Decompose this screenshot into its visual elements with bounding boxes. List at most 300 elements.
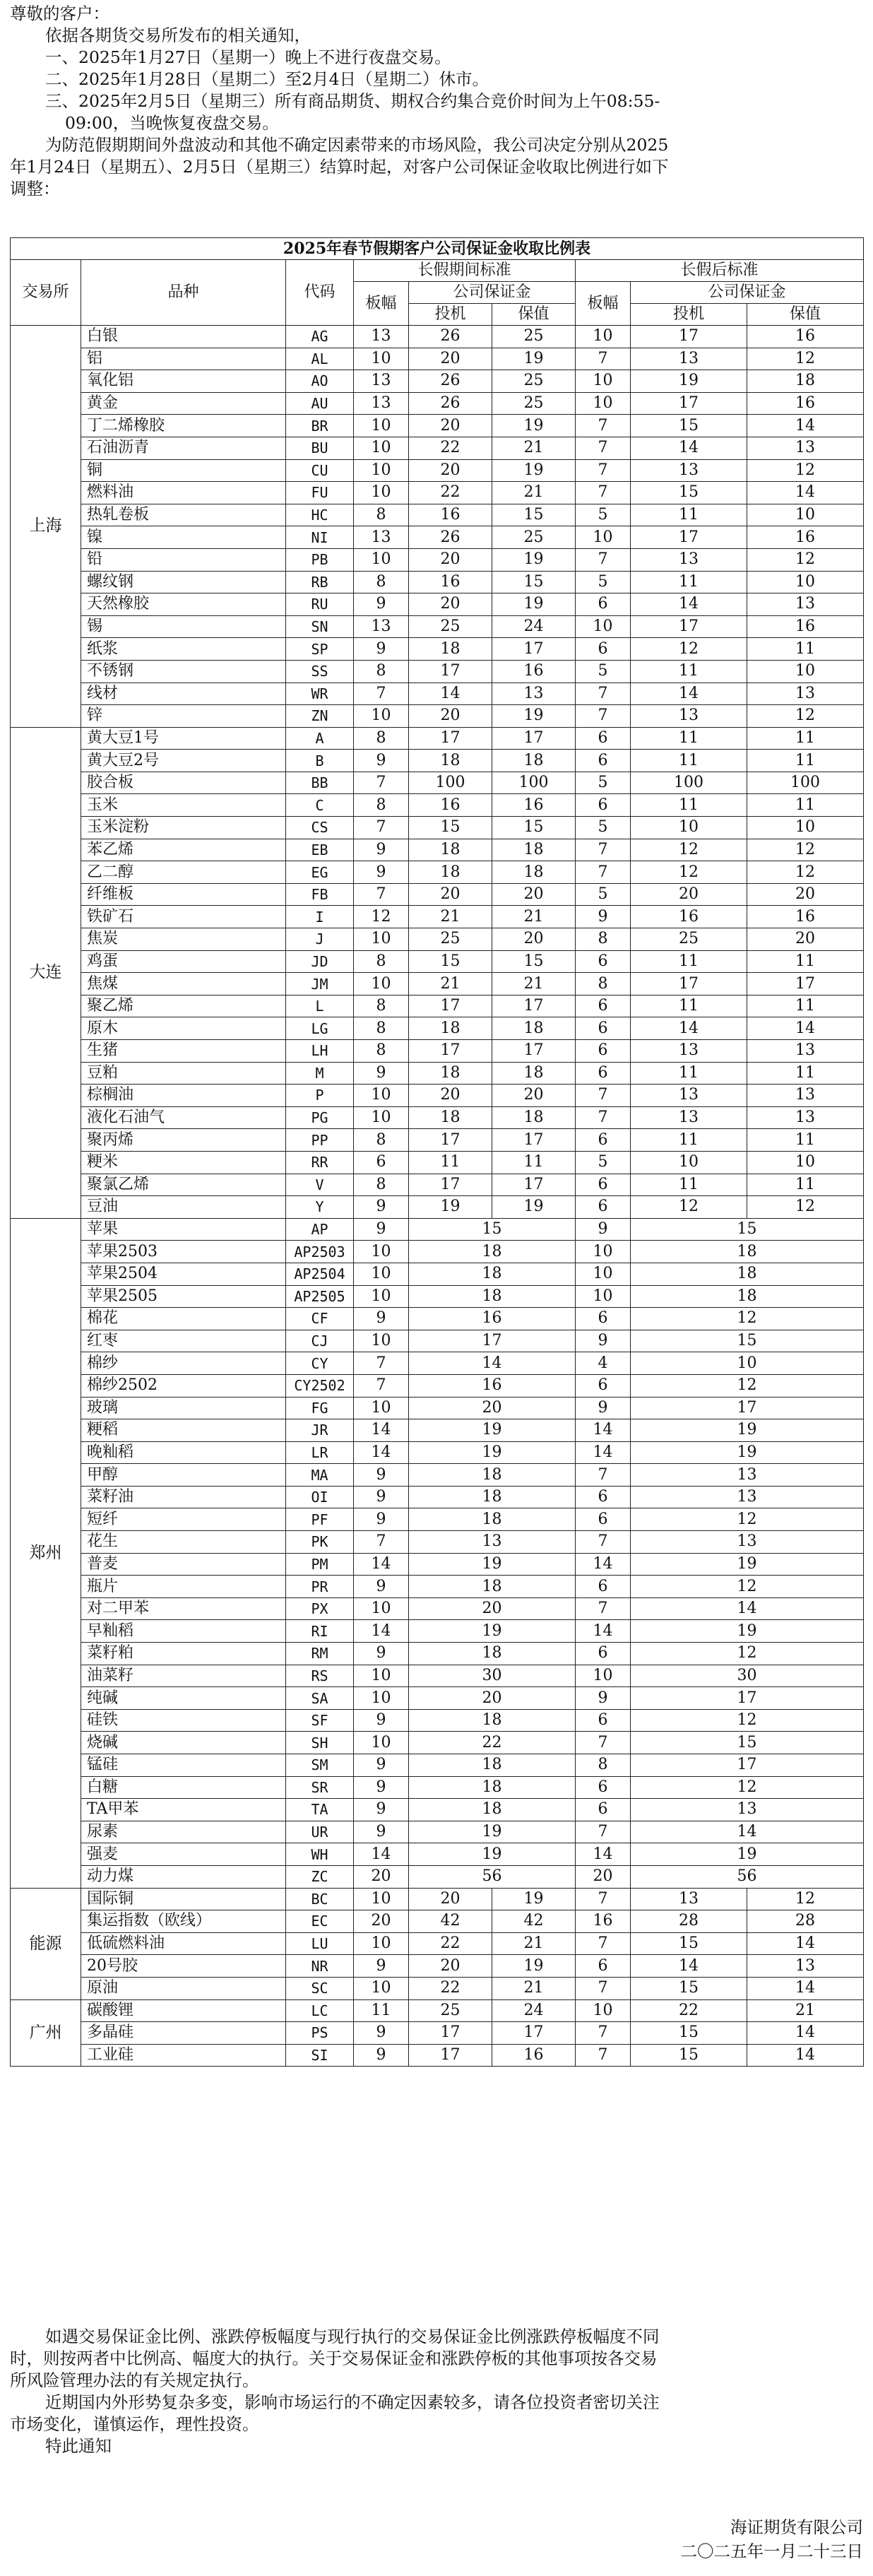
code-cell: AL: [286, 348, 354, 370]
limit-during-cell: 7: [354, 1374, 409, 1397]
limit-after-cell: 6: [576, 794, 631, 817]
code-cell: CF: [286, 1308, 354, 1330]
variety-cell: 国际铜: [81, 1888, 286, 1910]
hedge-during-cell: 21: [492, 1977, 576, 1999]
limit-after-cell: 7: [576, 1597, 631, 1620]
limit-during-cell: 9: [354, 1955, 409, 1978]
margin-during-cell: 22: [409, 1732, 576, 1754]
code-cell: CS: [286, 817, 354, 839]
table-row: [11, 683, 864, 705]
table-row: [11, 2044, 864, 2067]
spec-after-cell: 10: [631, 1151, 747, 1174]
hedge-after-cell: 10: [747, 571, 864, 593]
variety-cell: 纯碱: [81, 1687, 286, 1710]
notice-intro: [10, 3, 863, 200]
variety-cell: 动力煤: [81, 1865, 286, 1888]
table-row: [11, 1241, 864, 1263]
variety-cell: 螺纹钢: [81, 571, 286, 593]
table-row: [11, 1308, 864, 1330]
limit-after-cell: 7: [576, 1085, 631, 1107]
limit-during-cell: 8: [354, 1040, 409, 1063]
code-cell: NI: [286, 526, 354, 549]
limit-during-cell: 8: [354, 794, 409, 817]
limit-after-cell: 7: [576, 2022, 631, 2045]
spec-after-cell: 25: [631, 928, 747, 951]
decision-text-cont: 年1月24日（星期五）、2月5日（星期三）结算时起，对客户公司保证金收取比例进行如下: [10, 157, 669, 177]
hedge-during-cell: 25: [492, 370, 576, 393]
hedge-during-cell: 18: [492, 1106, 576, 1129]
variety-cell: 玉米淀粉: [81, 817, 286, 839]
limit-after-cell: 6: [576, 1129, 631, 1152]
variety-cell: 锡: [81, 615, 286, 638]
limit-after-cell: 10: [576, 1285, 631, 1308]
limit-after-cell: 6: [576, 1374, 631, 1397]
table-row: [11, 1085, 864, 1107]
company-name: 海证期货有限公司: [730, 2517, 863, 2537]
spec-after-cell: 13: [631, 1040, 747, 1063]
limit-during-cell: 9: [354, 1576, 409, 1598]
limit-during-cell: 14: [354, 1441, 409, 1464]
variety-cell: 多晶硅: [81, 2022, 286, 2045]
spec-during-cell: 15: [409, 950, 492, 973]
table-row: [11, 1352, 864, 1375]
table-row: [11, 1464, 864, 1487]
spec-after-cell: 15: [631, 415, 747, 437]
margin-after-cell: 15: [631, 1732, 864, 1754]
variety-cell: 天然橡胶: [81, 593, 286, 616]
spec-during-cell: 42: [409, 1910, 492, 1933]
code-cell: P: [286, 1085, 354, 1107]
spec-after-cell: 13: [631, 548, 747, 571]
limit-during-cell: 7: [354, 817, 409, 839]
spec-after-cell: 14: [631, 1955, 747, 1978]
margin-after-cell: 18: [631, 1263, 864, 1285]
margin-after-cell: 13: [631, 1531, 864, 1554]
margin-during-cell: 19: [409, 1419, 576, 1442]
code-cell: SN: [286, 615, 354, 638]
margin-during-cell: 18: [409, 1576, 576, 1598]
limit-after-cell: 6: [576, 1062, 631, 1085]
spec-after-cell: 12: [631, 1196, 747, 1219]
code-cell: PS: [286, 2022, 354, 2045]
variety-cell: 菜籽粕: [81, 1643, 286, 1665]
code-cell: RU: [286, 593, 354, 616]
header-exchange: 交易所: [11, 260, 81, 326]
hedge-after-cell: 11: [747, 950, 864, 973]
spec-after-cell: 15: [631, 1932, 747, 1955]
limit-during-cell: 8: [354, 727, 409, 750]
limit-after-cell: 7: [576, 1888, 631, 1910]
limit-after-cell: 10: [576, 370, 631, 393]
variety-cell: 黄大豆2号: [81, 750, 286, 772]
limit-after-cell: 14: [576, 1553, 631, 1576]
spec-after-cell: 19: [631, 370, 747, 393]
code-cell: PP: [286, 1129, 354, 1152]
spec-after-cell: 17: [631, 615, 747, 638]
hedge-after-cell: 12: [747, 705, 864, 728]
variety-cell: 油菜籽: [81, 1665, 286, 1687]
limit-after-cell: 4: [576, 1352, 631, 1375]
variety-cell: 胶合板: [81, 772, 286, 794]
hedge-after-cell: 11: [747, 1062, 864, 1085]
limit-during-cell: 10: [354, 1732, 409, 1754]
hedge-after-cell: 13: [747, 1040, 864, 1063]
code-cell: SF: [286, 1709, 354, 1732]
limit-after-cell: 5: [576, 571, 631, 593]
limit-after-cell: 7: [576, 705, 631, 728]
table-row: [11, 548, 864, 571]
limit-after-cell: 6: [576, 727, 631, 750]
signature-block: [681, 2515, 864, 2563]
margin-during-cell: 56: [409, 1865, 576, 1888]
limit-during-cell: 6: [354, 1151, 409, 1174]
hedge-during-cell: 15: [492, 504, 576, 526]
hedge-after-cell: 14: [747, 482, 864, 504]
table-row: [11, 1888, 864, 1910]
limit-during-cell: 10: [354, 482, 409, 504]
code-cell: CU: [286, 459, 354, 482]
spec-after-cell: 15: [631, 482, 747, 504]
spec-after-cell: 14: [631, 683, 747, 705]
code-cell: SR: [286, 1776, 354, 1799]
margin-after-cell: 19: [631, 1553, 864, 1576]
spec-during-cell: 20: [409, 1955, 492, 1978]
limit-during-cell: 10: [354, 1888, 409, 1910]
spec-during-cell: 22: [409, 437, 492, 459]
margin-during-cell: 30: [409, 1665, 576, 1687]
limit-during-cell: 10: [354, 1285, 409, 1308]
limit-after-cell: 14: [576, 1843, 631, 1866]
hedge-during-cell: 17: [492, 2022, 576, 2045]
spec-after-cell: 11: [631, 1174, 747, 1196]
variety-cell: 纤维板: [81, 883, 286, 906]
limit-after-cell: 14: [576, 1419, 631, 1442]
code-cell: AP2503: [286, 1241, 354, 1263]
hedge-after-cell: 20: [747, 883, 864, 906]
code-cell: AP: [286, 1218, 354, 1241]
spec-after-cell: 11: [631, 950, 747, 973]
table-title: 2025年春节假期客户公司保证金收取比例表: [11, 238, 864, 260]
limit-after-cell: 10: [576, 1999, 631, 2022]
limit-during-cell: 10: [354, 705, 409, 728]
hedge-during-cell: 19: [492, 348, 576, 370]
code-cell: PR: [286, 1576, 354, 1598]
hedge-during-cell: 18: [492, 750, 576, 772]
table-row: [11, 392, 864, 415]
header-spec-after: 投机: [631, 304, 747, 326]
limit-after-cell: 6: [576, 1955, 631, 1978]
variety-cell: 白糖: [81, 1776, 286, 1799]
limit-after-cell: 16: [576, 1910, 631, 1933]
limit-during-cell: 10: [354, 1085, 409, 1107]
limit-during-cell: 9: [354, 1464, 409, 1487]
limit-after-cell: 9: [576, 1218, 631, 1241]
limit-during-cell: 7: [354, 772, 409, 794]
hedge-during-cell: 18: [492, 839, 576, 861]
hedge-after-cell: 13: [747, 1955, 864, 1978]
code-cell: J: [286, 928, 354, 951]
code-cell: JM: [286, 973, 354, 995]
limit-after-cell: 7: [576, 1821, 631, 1843]
hedge-during-cell: 17: [492, 1174, 576, 1196]
variety-cell: 瓶片: [81, 1576, 286, 1598]
variety-cell: 液化石油气: [81, 1106, 286, 1129]
variety-cell: 乙二醇: [81, 861, 286, 884]
variety-cell: 黄大豆1号: [81, 727, 286, 750]
spec-during-cell: 18: [409, 861, 492, 884]
code-cell: WH: [286, 1843, 354, 1866]
table-row: [11, 1955, 864, 1978]
code-cell: SA: [286, 1687, 354, 1710]
margin-after-cell: 12: [631, 1308, 864, 1330]
margin-after-cell: 12: [631, 1374, 864, 1397]
limit-during-cell: 10: [354, 415, 409, 437]
limit-during-cell: 9: [354, 2022, 409, 2045]
hedge-after-cell: 14: [747, 1977, 864, 1999]
table-row: [11, 1687, 864, 1710]
hedge-after-cell: 12: [747, 1196, 864, 1219]
code-cell: CY: [286, 1352, 354, 1375]
limit-during-cell: 8: [354, 660, 409, 683]
hedge-during-cell: 16: [492, 794, 576, 817]
code-cell: PM: [286, 1553, 354, 1576]
spec-during-cell: 17: [409, 995, 492, 1017]
table-row: [11, 1597, 864, 1620]
limit-during-cell: 8: [354, 950, 409, 973]
limit-during-cell: 7: [354, 683, 409, 705]
margin-during-cell: 18: [409, 1709, 576, 1732]
table-row: [11, 1397, 864, 1419]
spec-after-cell: 13: [631, 348, 747, 370]
hedge-after-cell: 16: [747, 615, 864, 638]
hedge-during-cell: 17: [492, 995, 576, 1017]
limit-after-cell: 6: [576, 1017, 631, 1040]
spec-during-cell: 20: [409, 415, 492, 437]
hedge-during-cell: 13: [492, 683, 576, 705]
spec-during-cell: 22: [409, 1977, 492, 1999]
limit-during-cell: 9: [354, 2044, 409, 2067]
variety-cell: 不锈钢: [81, 660, 286, 683]
table-row: [11, 415, 864, 437]
margin-after-cell: 18: [631, 1241, 864, 1263]
limit-during-cell: 14: [354, 1553, 409, 1576]
spec-during-cell: 20: [409, 705, 492, 728]
table-row: [11, 1821, 864, 1843]
limit-during-cell: 8: [354, 1174, 409, 1196]
table-row: [11, 973, 864, 995]
margin-during-cell: 14: [409, 1352, 576, 1375]
limit-after-cell: 7: [576, 2044, 631, 2067]
code-cell: BU: [286, 437, 354, 459]
rule-text-end: 所风险管理办法的有关规定执行。: [10, 2370, 259, 2390]
table-row: [11, 861, 864, 884]
risk-warning-cont: 市场变化，谨慎运作，理性投资。: [10, 2414, 259, 2434]
notice-date: 二〇二五年一月二十三日: [680, 2541, 863, 2561]
code-cell: SP: [286, 638, 354, 661]
margin-during-cell: 20: [409, 1597, 576, 1620]
limit-during-cell: 9: [354, 593, 409, 616]
spec-after-cell: 15: [631, 2044, 747, 2067]
spec-after-cell: 12: [631, 638, 747, 661]
hedge-after-cell: 21: [747, 1999, 864, 2022]
code-cell: AU: [286, 392, 354, 415]
variety-cell: 豆粕: [81, 1062, 286, 1085]
table-row: [11, 906, 864, 928]
limit-after-cell: 6: [576, 1576, 631, 1598]
header-code: 代码: [286, 260, 354, 326]
code-cell: RM: [286, 1643, 354, 1665]
header-hedge-after: 保值: [747, 304, 864, 326]
spec-during-cell: 22: [409, 1932, 492, 1955]
code-cell: SH: [286, 1732, 354, 1754]
code-cell: MA: [286, 1464, 354, 1487]
limit-during-cell: 9: [354, 1821, 409, 1843]
margin-after-cell: 13: [631, 1486, 864, 1508]
hedge-after-cell: 14: [747, 1017, 864, 1040]
variety-cell: 对二甲苯: [81, 1597, 286, 1620]
variety-cell: 铅: [81, 548, 286, 571]
variety-cell: 鸡蛋: [81, 950, 286, 973]
variety-cell: 苹果2504: [81, 1263, 286, 1285]
limit-after-cell: 9: [576, 1397, 631, 1419]
table-row: [11, 1732, 864, 1754]
margin-during-cell: 20: [409, 1687, 576, 1710]
margin-during-cell: 18: [409, 1464, 576, 1487]
header-spec-during: 投机: [409, 304, 492, 326]
spec-after-cell: 16: [631, 906, 747, 928]
hedge-after-cell: 28: [747, 1910, 864, 1933]
hedge-after-cell: 12: [747, 839, 864, 861]
table-row: [11, 1977, 864, 1999]
margin-after-cell: 19: [631, 1843, 864, 1866]
exchange-cell: 广州: [11, 1999, 81, 2067]
limit-after-cell: 6: [576, 1308, 631, 1330]
limit-after-cell: 6: [576, 1709, 631, 1732]
table-body: [11, 326, 864, 2067]
variety-cell: 铝: [81, 348, 286, 370]
hedge-during-cell: 17: [492, 638, 576, 661]
hedge-after-cell: 14: [747, 415, 864, 437]
table-row: [11, 1865, 864, 1888]
margin-during-cell: 18: [409, 1486, 576, 1508]
table-row: [11, 1910, 864, 1933]
variety-cell: 20号胶: [81, 1955, 286, 1978]
table-row: [11, 1665, 864, 1687]
limit-during-cell: 10: [354, 437, 409, 459]
code-cell: LR: [286, 1441, 354, 1464]
variety-cell: 普麦: [81, 1553, 286, 1576]
exchange-cell: 上海: [11, 326, 81, 728]
code-cell: BB: [286, 772, 354, 794]
spec-during-cell: 19: [409, 1196, 492, 1219]
variety-cell: 锰硅: [81, 1754, 286, 1777]
limit-after-cell: 7: [576, 548, 631, 571]
margin-during-cell: 15: [409, 1218, 576, 1241]
spec-during-cell: 17: [409, 1129, 492, 1152]
exchange-cell: 能源: [11, 1888, 81, 1999]
code-cell: FU: [286, 482, 354, 504]
hedge-after-cell: 13: [747, 593, 864, 616]
limit-after-cell: 6: [576, 638, 631, 661]
limit-during-cell: 14: [354, 1843, 409, 1866]
hedge-during-cell: 19: [492, 1196, 576, 1219]
table-row: [11, 705, 864, 728]
limit-after-cell: 6: [576, 1508, 631, 1531]
limit-during-cell: 9: [354, 1508, 409, 1531]
hedge-after-cell: 13: [747, 1106, 864, 1129]
spec-during-cell: 20: [409, 1085, 492, 1107]
variety-cell: 粳米: [81, 1151, 286, 1174]
limit-during-cell: 8: [354, 571, 409, 593]
hedge-during-cell: 21: [492, 437, 576, 459]
spec-during-cell: 18: [409, 1062, 492, 1085]
exchange-cell: 郑州: [11, 1218, 81, 1888]
limit-during-cell: 8: [354, 504, 409, 526]
table-row: [11, 995, 864, 1017]
table-row: [11, 526, 864, 549]
margin-during-cell: 18: [409, 1263, 576, 1285]
code-cell: EG: [286, 861, 354, 884]
code-cell: B: [286, 750, 354, 772]
hedge-during-cell: 18: [492, 861, 576, 884]
limit-during-cell: 7: [354, 883, 409, 906]
hedge-after-cell: 11: [747, 995, 864, 1017]
table-row: [11, 615, 864, 638]
limit-during-cell: 9: [354, 1709, 409, 1732]
notice-item-3-cont: 09:00，当晚恢复夜盘交易。: [65, 113, 279, 133]
variety-cell: 棕榈油: [81, 1085, 286, 1107]
variety-cell: 低硫燃料油: [81, 1932, 286, 1955]
table-row: [11, 1932, 864, 1955]
variety-cell: 焦煤: [81, 973, 286, 995]
limit-after-cell: 5: [576, 817, 631, 839]
variety-cell: 玻璃: [81, 1397, 286, 1419]
code-cell: V: [286, 1174, 354, 1196]
code-cell: BC: [286, 1888, 354, 1910]
table-row: [11, 1129, 864, 1152]
margin-during-cell: 16: [409, 1308, 576, 1330]
spec-during-cell: 17: [409, 2044, 492, 2067]
variety-cell: 铁矿石: [81, 906, 286, 928]
variety-cell: 棉纱2502: [81, 1374, 286, 1397]
limit-after-cell: 7: [576, 1531, 631, 1554]
spec-after-cell: 17: [631, 326, 747, 348]
table-row: [11, 1643, 864, 1665]
hedge-during-cell: 42: [492, 1910, 576, 1933]
variety-cell: 红枣: [81, 1330, 286, 1352]
spec-after-cell: 14: [631, 437, 747, 459]
notice-item-3: 三、2025年2月5日（星期三）所有商品期货、期权合约集合竞价时间为上午08:55-: [45, 91, 660, 111]
hedge-during-cell: 17: [492, 727, 576, 750]
closing-text: 特此通知: [45, 2436, 112, 2456]
limit-during-cell: 9: [354, 1754, 409, 1777]
spec-after-cell: 22: [631, 1999, 747, 2022]
spec-after-cell: 10: [631, 817, 747, 839]
table-row: [11, 883, 864, 906]
table-row: [11, 1799, 864, 1821]
limit-after-cell: 7: [576, 459, 631, 482]
table-row: [11, 1709, 864, 1732]
variety-cell: 短纤: [81, 1508, 286, 1531]
hedge-during-cell: 16: [492, 2044, 576, 2067]
spec-after-cell: 11: [631, 750, 747, 772]
limit-during-cell: 13: [354, 615, 409, 638]
margin-after-cell: 13: [631, 1799, 864, 1821]
spec-after-cell: 13: [631, 1106, 747, 1129]
limit-after-cell: 8: [576, 1754, 631, 1777]
hedge-after-cell: 13: [747, 437, 864, 459]
spec-after-cell: 14: [631, 1017, 747, 1040]
